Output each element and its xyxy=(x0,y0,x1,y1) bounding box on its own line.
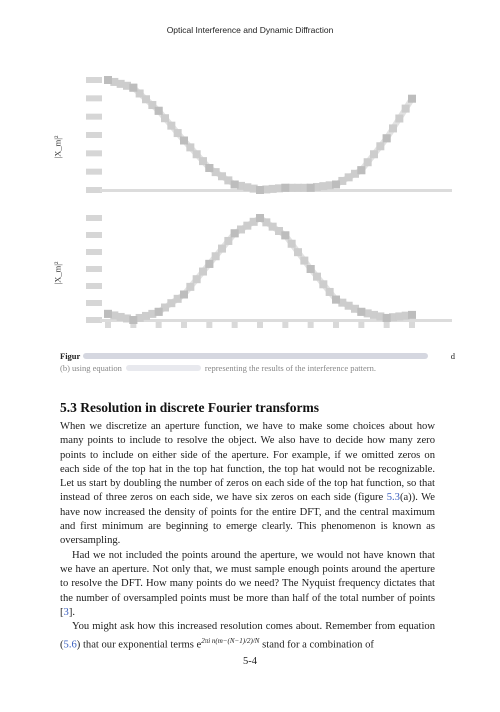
data-point xyxy=(307,184,315,192)
data-point xyxy=(408,95,416,103)
data-point xyxy=(231,229,239,237)
p3-text-c: stand for a combination of xyxy=(259,639,374,651)
caption-line2-start: (b) using equation xyxy=(60,363,122,373)
data-point xyxy=(180,291,188,299)
data-point xyxy=(180,137,188,145)
caption-blurred-text xyxy=(83,353,428,359)
figure-ref-link[interactable]: 5.3 xyxy=(386,492,400,504)
x-tick-mark xyxy=(257,322,263,328)
paragraph-1 xyxy=(60,420,435,549)
section-title: 5.3 Resolution in discrete Fourier transforms xyxy=(60,400,319,415)
x-tick-mark xyxy=(206,322,212,328)
data-point xyxy=(129,316,137,324)
data-point xyxy=(231,181,239,189)
y-tick-mark xyxy=(86,266,102,272)
p3-text-a: You might ask how this increased resolution comes about. Remember from equation ( xyxy=(60,621,435,651)
y-tick-mark xyxy=(86,187,102,193)
series-pixel xyxy=(161,114,169,122)
x-tick-mark xyxy=(181,322,187,328)
figure xyxy=(52,72,452,347)
x-tick-mark xyxy=(384,322,390,328)
y-tick-mark xyxy=(86,95,102,101)
y-tick-mark xyxy=(86,317,102,323)
data-point xyxy=(332,296,340,304)
series-pixel xyxy=(313,273,321,281)
data-point xyxy=(383,314,391,322)
data-point xyxy=(256,214,264,222)
data-point xyxy=(281,231,289,239)
series-pixel xyxy=(294,248,302,256)
p2-text-a: Had we not included the points around the aperture, we would not have known that we have an aperture. Not only that, we must sample enough points around the aperture to resolve the DFT. How many points do we need? The Nyquist frequency dictates that the number of oversampled points must be more than half of the total number of points [ xyxy=(60,549,435,618)
series-pixel xyxy=(395,115,403,123)
series-pixel xyxy=(319,280,327,288)
series-pixel xyxy=(288,240,296,248)
data-point xyxy=(155,308,163,316)
data-point xyxy=(256,186,264,194)
figure-plots xyxy=(60,72,452,347)
caption-blurred-text-2 xyxy=(126,365,201,371)
y-tick-mark xyxy=(86,169,102,175)
top-plot-ylabel: |X_m|² xyxy=(52,135,63,159)
data-point xyxy=(205,164,213,172)
y-tick-mark xyxy=(86,283,102,289)
series-pixel xyxy=(224,237,232,245)
y-tick-mark xyxy=(86,300,102,306)
y-tick-mark xyxy=(86,150,102,156)
y-tick-mark xyxy=(86,249,102,255)
series-pixel xyxy=(199,157,207,165)
data-point xyxy=(205,260,213,268)
series-pixel xyxy=(186,283,194,291)
series-pixel xyxy=(167,122,175,130)
caption-line-1 xyxy=(60,350,455,362)
exponent: 2πi n(m−(N−1)/2)/N xyxy=(201,637,260,646)
series-pixel xyxy=(212,252,220,260)
data-point xyxy=(155,107,163,115)
caption-line2-tail: representing the results of the interference pattern. xyxy=(204,363,376,373)
p2-text-b: ]. xyxy=(68,606,76,618)
p3-text-b: ) that our exponential terms e xyxy=(76,639,202,651)
series-pixel xyxy=(193,150,201,158)
data-point xyxy=(104,76,112,84)
x-tick-mark xyxy=(409,322,415,328)
equation-ref-link[interactable]: 5.6 xyxy=(63,639,77,651)
running-head: Optical Interference and Dynamic Diffraction xyxy=(166,25,334,35)
x-tick-mark xyxy=(282,322,288,328)
y-tick-mark xyxy=(86,132,102,138)
series-pixel xyxy=(199,268,207,276)
series-pixel xyxy=(174,129,182,137)
series-pixel xyxy=(326,288,334,296)
x-tick-mark xyxy=(156,322,162,328)
caption-end: d xyxy=(450,351,455,361)
data-point xyxy=(307,265,315,273)
x-tick-mark xyxy=(105,322,111,328)
figure-caption xyxy=(60,350,455,374)
y-tick-mark xyxy=(86,77,102,83)
page-number: 5-4 xyxy=(243,656,257,667)
series-pixel xyxy=(402,105,410,113)
series-pixel xyxy=(300,257,308,265)
series-line-blur xyxy=(108,80,412,190)
x-tick-mark xyxy=(358,322,364,328)
series-pixel xyxy=(364,158,372,166)
y-tick-mark xyxy=(86,215,102,221)
data-point xyxy=(104,310,112,318)
citation-link[interactable]: 3 xyxy=(63,606,69,618)
y-tick-mark xyxy=(86,114,102,120)
x-tick-mark xyxy=(333,322,339,328)
data-point xyxy=(383,134,391,142)
bottom-plot-ylabel: |X_m|² xyxy=(52,261,63,285)
series-pixel xyxy=(389,124,397,132)
series-pixel xyxy=(376,142,384,150)
x-tick-mark xyxy=(232,322,238,328)
data-point xyxy=(281,184,289,192)
series-pixel xyxy=(186,143,194,151)
series-line-blur xyxy=(108,218,412,320)
data-point xyxy=(357,308,365,316)
series-pixel xyxy=(370,150,378,158)
data-point xyxy=(357,166,365,174)
p1-text-a: When we discretize an aperture function, we have to make some choices about how many points to include to resolve the object. We also have to decide how many zero points to include on either side of the aperture. For example, if we omitted zeros on each side of the top hat in the top hat function, the top hat would not be recognizable. Let us start by doubling the number of zeros on each side of the top hat function, so that instead of three zeros on each side, we have six zeros on each side (figure xyxy=(60,421,435,504)
body-text xyxy=(60,420,435,653)
y-tick-mark xyxy=(86,232,102,238)
paragraph-3 xyxy=(60,620,435,653)
series-pixel xyxy=(218,245,226,253)
paragraph-2 xyxy=(60,549,435,620)
x-tick-mark xyxy=(308,322,314,328)
series-pixel xyxy=(193,275,201,283)
data-point xyxy=(129,84,137,92)
p1-text-b: (a)). We have now increased the density of points for the entire DFT, and the central maximum and first minimum are beginning to emerge clearly. This phenomenon is known as oversampling. xyxy=(60,492,435,547)
caption-line-2 xyxy=(60,362,455,374)
caption-start: Figur xyxy=(60,351,81,361)
data-point xyxy=(332,181,340,189)
data-point xyxy=(408,311,416,319)
